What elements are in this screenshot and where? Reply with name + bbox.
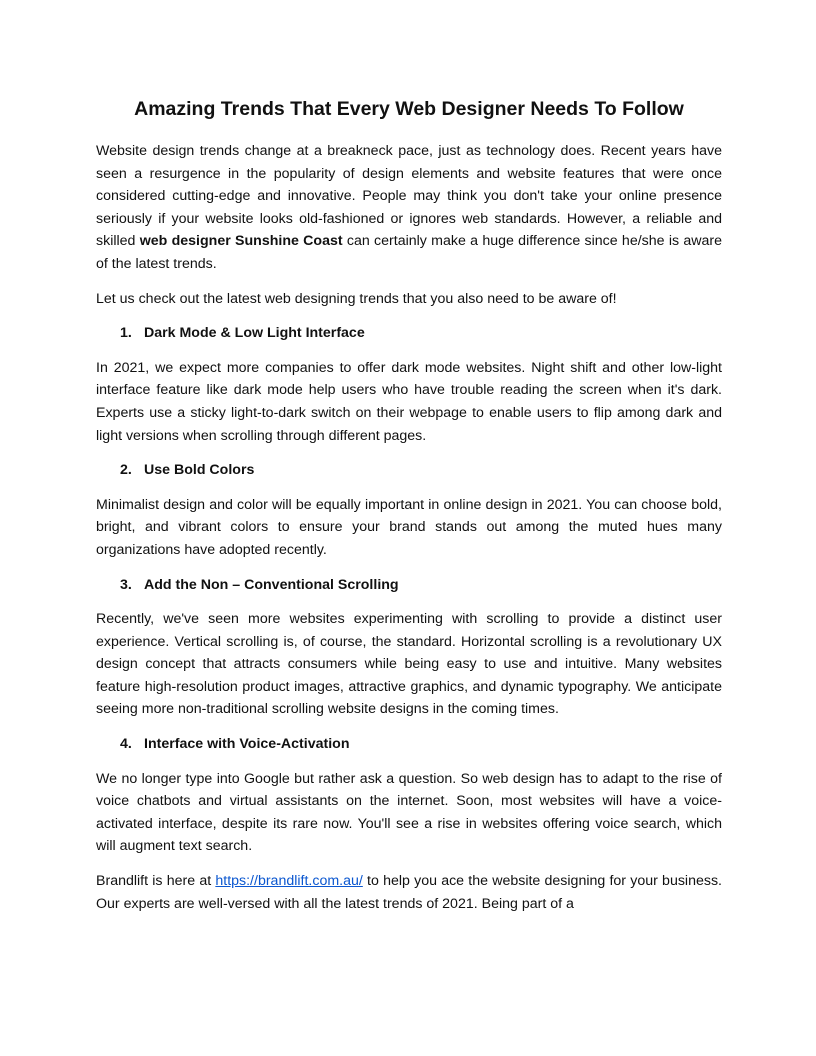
- section-heading-2: [96, 459, 722, 482]
- lead-paragraph: Let us check out the latest web designing trends that you also need to be aware of!: [96, 290, 617, 307]
- closing-text-end: to help you ace the website designing for your business. Our experts are well-versed with all the latest trends of 2021. Being part of a: [96, 873, 722, 912]
- closing-paragraph: [96, 870, 722, 915]
- section-heading-4: [96, 733, 722, 756]
- closing-text-start: Brandlift is here at: [96, 873, 216, 890]
- intro-text-end: can certainly make a huge difference since he/she is aware of the latest trends.: [96, 233, 722, 272]
- section-body-4: We no longer type into Google but rather ask a question. So web design has to adapt to the rise of voice chatbots and virtual assistants on the internet. Soon, most websites will have a voice-activated interface, despite its rare now. You'll see a rise in websites offering voice search, which will augment text search.: [96, 770, 722, 855]
- brandlift-link[interactable]: https://brandlift.com.au/: [215, 873, 363, 890]
- section-body-3: Recently, we've seen more websites experimenting with scrolling to provide a distinct user experience. Vertical scrolling is, of course, the standard. Horizontal scrolling is a revolutionary UX design concept that attracts consumers while being easy to use and intuitive. Many websites feature high-resolution product images, attractive graphics, and dynamic typography. We anticipate seeing more non-traditional scrolling website designs in the coming times.: [96, 611, 722, 718]
- intro-bold-keyword: web designer Sunshine Coast: [139, 233, 343, 250]
- document-page: [96, 96, 722, 927]
- section-body-1: In 2021, we expect more companies to offer dark mode websites. Night shift and other low-light interface feature like dark mode help users who have trouble reading the screen when it's dark. Experts use a sticky light-to-dark switch on their webpage to enable users to flip among dark and light versions when scrolling through different pages.: [96, 359, 722, 444]
- section-heading-text: Interface with Voice-Activation: [144, 736, 350, 753]
- section-heading-1: [96, 322, 722, 345]
- section-number: 3.: [120, 576, 132, 593]
- document-title: Amazing Trends That Every Web Designer Needs To Follow: [134, 98, 684, 120]
- section-number: 4.: [120, 736, 132, 753]
- section-heading-3: [96, 574, 722, 597]
- section-number: 2.: [120, 462, 132, 479]
- section-body-2: Minimalist design and color will be equally important in online design in 2021. You can choose bold, bright, and vibrant colors to ensure your brand stands out among the muted hues many organizations have adopted recently.: [96, 496, 722, 558]
- section-heading-text: Add the Non – Conventional Scrolling: [144, 576, 399, 593]
- section-number: 1.: [120, 325, 132, 342]
- intro-text-start: Website design trends change at a breakneck pace, just as technology does. Recent years have seen a resurgence in the popularity of design elements and website features that were once considered cutting-edge and innovative. People may think you don't take your online presence seriously if your website looks old-fashioned or ignores web standards. However, a reliable and skilled: [96, 143, 722, 250]
- section-heading-text: Dark Mode & Low Light Interface: [144, 325, 365, 342]
- intro-paragraph: [96, 140, 722, 276]
- section-heading-text: Use Bold Colors: [144, 462, 255, 479]
